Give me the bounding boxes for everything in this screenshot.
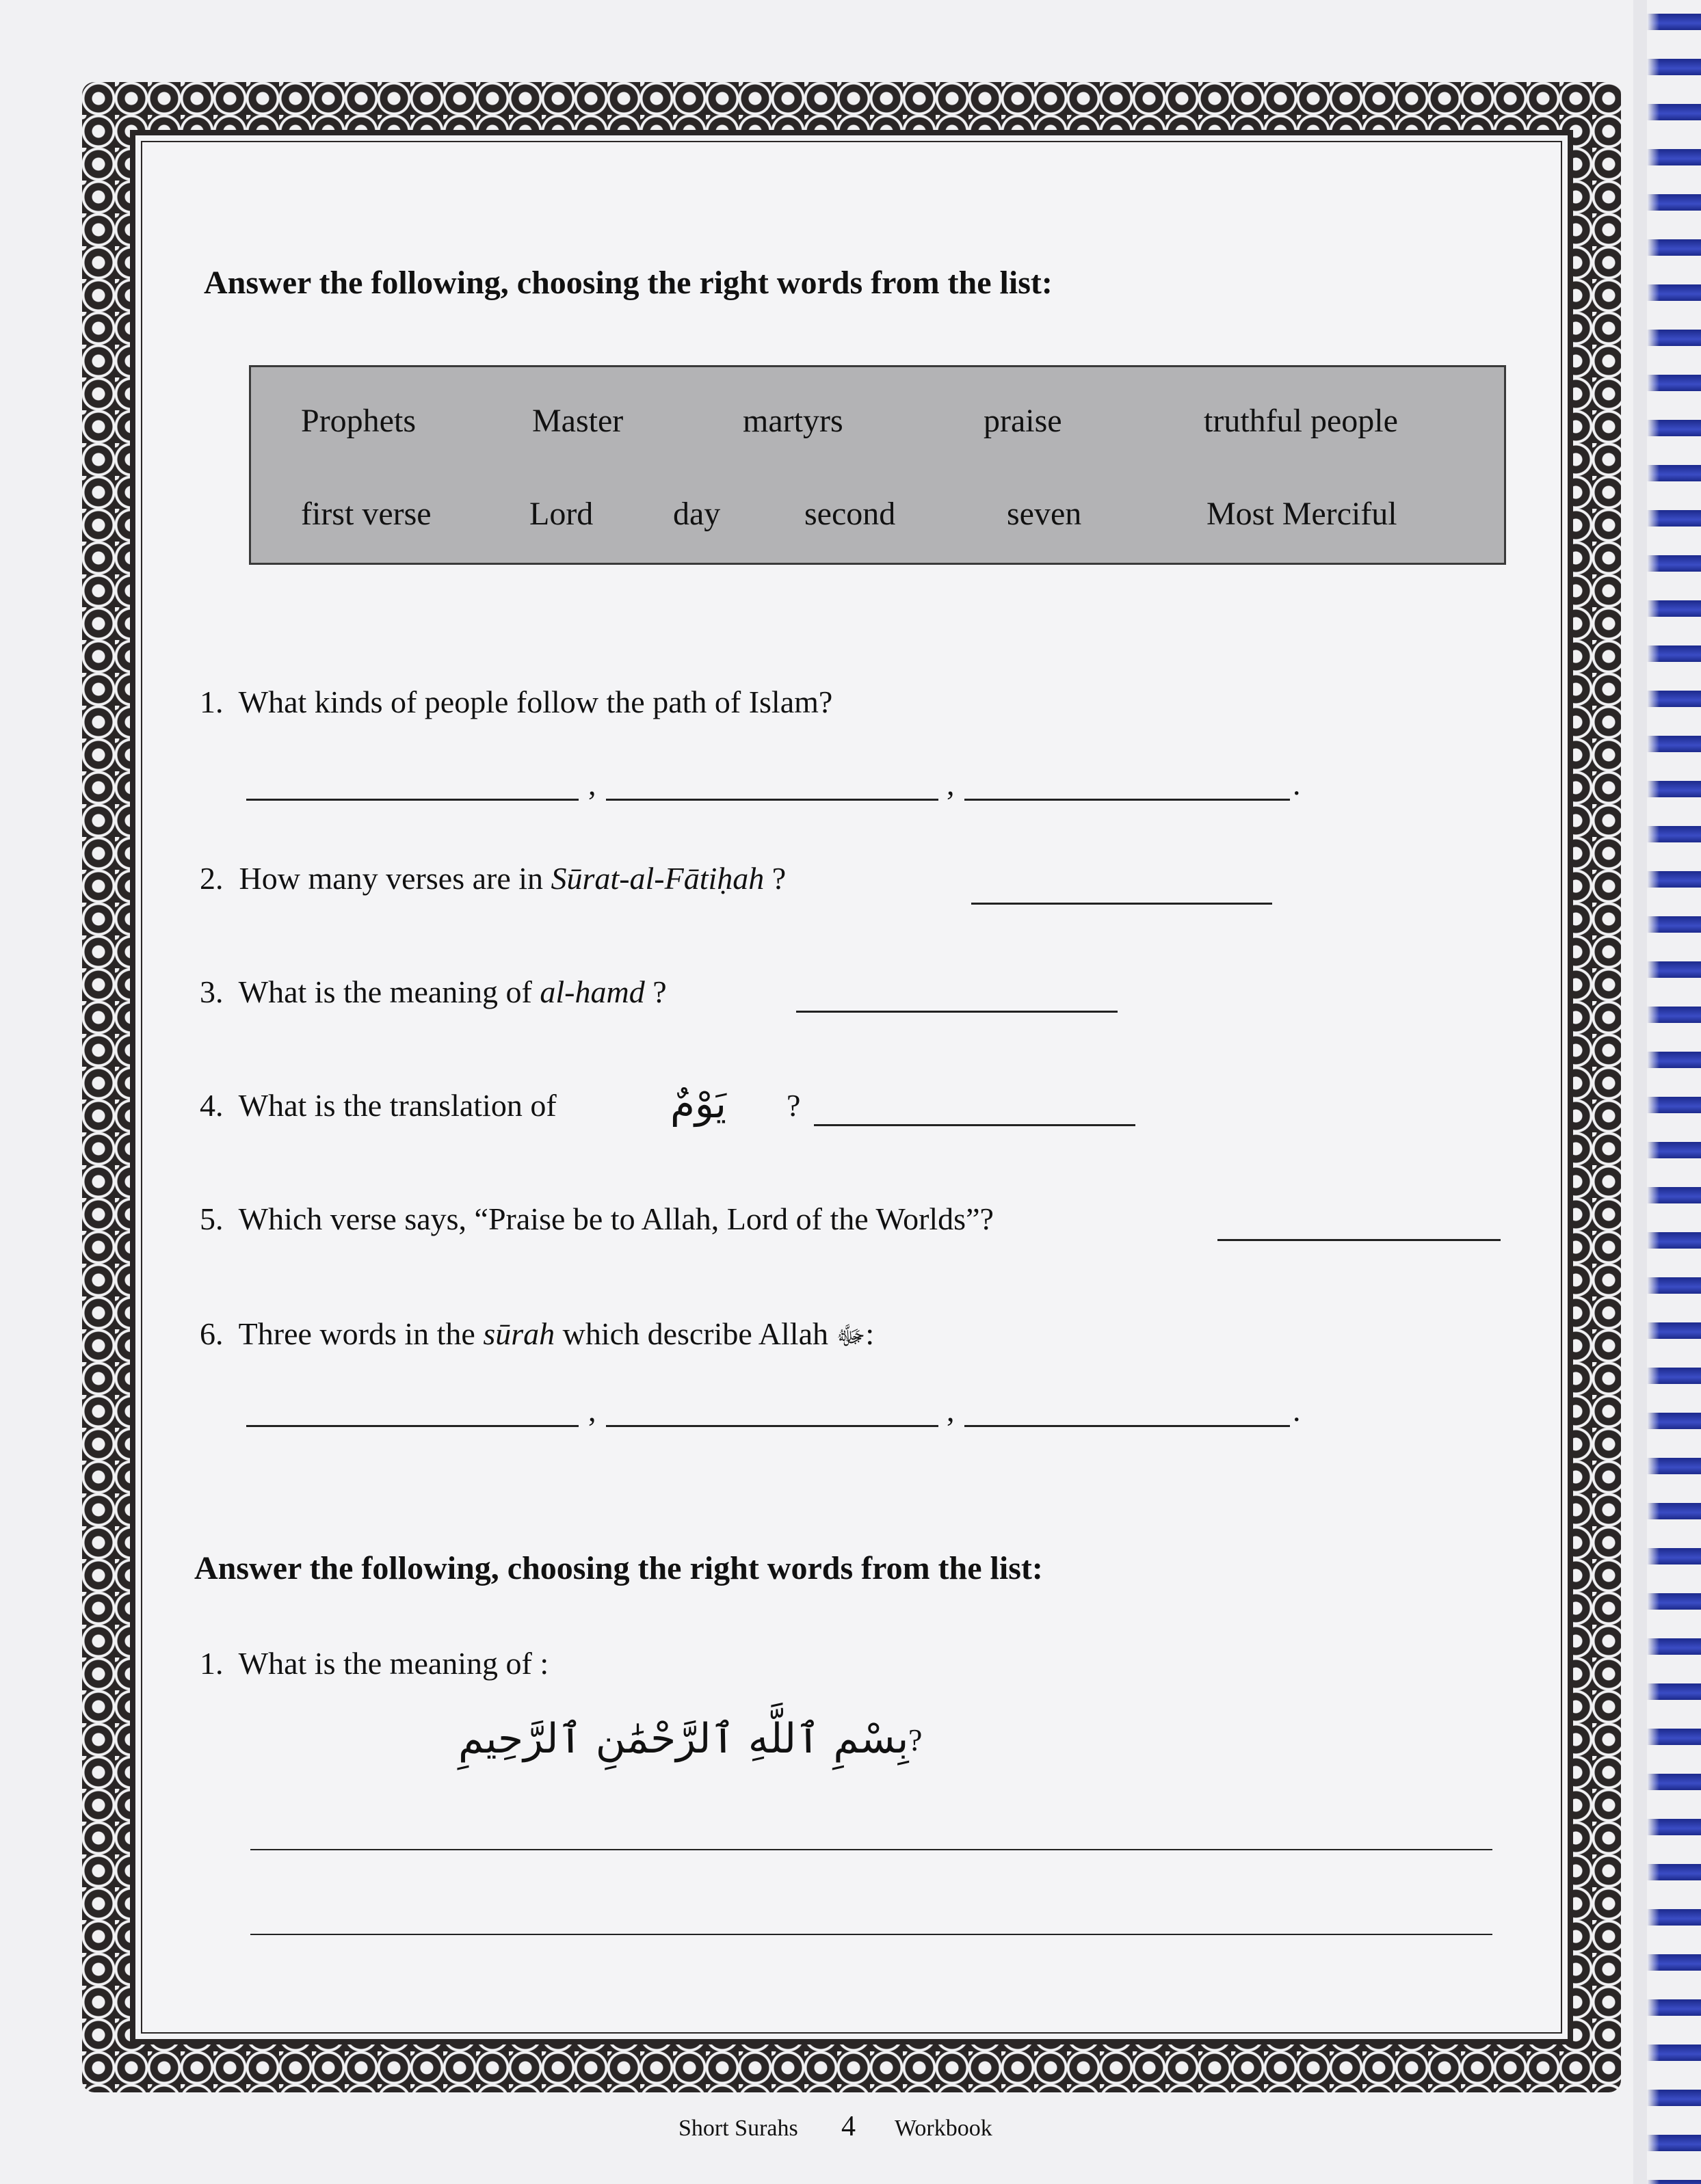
word-list-item: Prophets [301,403,416,439]
question-5 [200,1201,994,1237]
comma: , [947,767,955,801]
question-text-end: ? [764,861,787,896]
question-text: which describe Allah [555,1316,836,1351]
answer-line[interactable] [1217,1239,1501,1241]
answer-line[interactable] [606,799,938,801]
question-number: 2. [200,861,224,896]
footer-book-title: Short Surahs [678,2116,798,2141]
question-mark: ? [787,1088,801,1123]
answer-line[interactable] [250,1849,1492,1850]
section1-heading: Answer the following, choosing the right words from the list: [204,265,1053,301]
question-italic-term: sūrah [483,1316,555,1351]
period: . [1293,767,1301,801]
answer-line[interactable] [814,1124,1135,1126]
answer-line[interactable] [246,1425,579,1427]
arabic-basmala: بِسْمِ ٱللَّهِ ٱلرَّحْمَٰنِ ٱلرَّحِيمِ [458,1715,909,1763]
comma: , [588,767,596,801]
section2-question-1 [200,1645,549,1681]
question-4 [200,1087,557,1123]
page-number: 4 [841,2111,856,2142]
question-6 [200,1316,874,1357]
section2-heading: Answer the following, choosing the right words from the list: [194,1550,1043,1586]
answer-line[interactable] [250,1934,1492,1935]
word-list-item: truthful people [1204,403,1398,439]
question-number: 3. [200,974,224,1009]
comma: , [947,1393,955,1428]
colon: : [865,1316,875,1351]
answer-line[interactable] [796,1011,1118,1013]
question-3 [200,974,667,1010]
question-italic-term: Sūrat-al-Fātiḥah [551,861,765,896]
question-text: Three words in the [238,1316,484,1351]
question-text-end: ? [644,974,667,1009]
question-text: What is the translation of [238,1088,557,1123]
spiral-binding [1647,0,1701,2184]
word-list-item: Most Merciful [1206,496,1397,532]
question-text: Which verse says, “Praise be to Allah, Lord of the Worlds”? [238,1201,994,1236]
answer-line[interactable] [606,1425,938,1427]
question-text: How many verses are in [239,861,551,896]
answer-line[interactable] [246,799,579,801]
question-text: What is the meaning of [238,974,540,1009]
question-text: What kinds of people follow the path of Islam? [238,684,833,719]
question-text: What is the meaning of : [238,1646,549,1681]
word-list-item: day [673,496,721,532]
question-number: 4. [200,1088,224,1123]
question-number: 1. [200,1646,224,1681]
question-number: 5. [200,1201,224,1236]
word-list-box [249,365,1506,565]
word-list-item: second [804,496,896,532]
word-list-item: Lord [529,496,594,532]
question-italic-term: al-hamd [540,974,645,1009]
page-edge [1633,0,1647,2184]
period: . [1293,1393,1301,1428]
word-list-item: seven [1007,496,1082,532]
arabic-word-yawm: يَوْمٌ [670,1080,727,1127]
word-list-item: first verse [301,496,432,532]
question-number: 6. [200,1316,224,1351]
answer-line[interactable] [964,799,1290,801]
question-mark: ? [908,1722,923,1757]
question-2 [200,860,786,896]
word-list-item: Master [532,403,624,439]
question-number: 1. [200,684,224,719]
answer-line[interactable] [964,1425,1290,1427]
word-list-item: praise [984,403,1062,439]
footer-workbook-label: Workbook [895,2116,992,2141]
question-1 [200,684,832,720]
answer-line[interactable] [971,903,1272,905]
comma: , [588,1393,596,1428]
word-list-item: martyrs [743,403,843,439]
honorific-icon: ﷻ [836,1320,866,1350]
